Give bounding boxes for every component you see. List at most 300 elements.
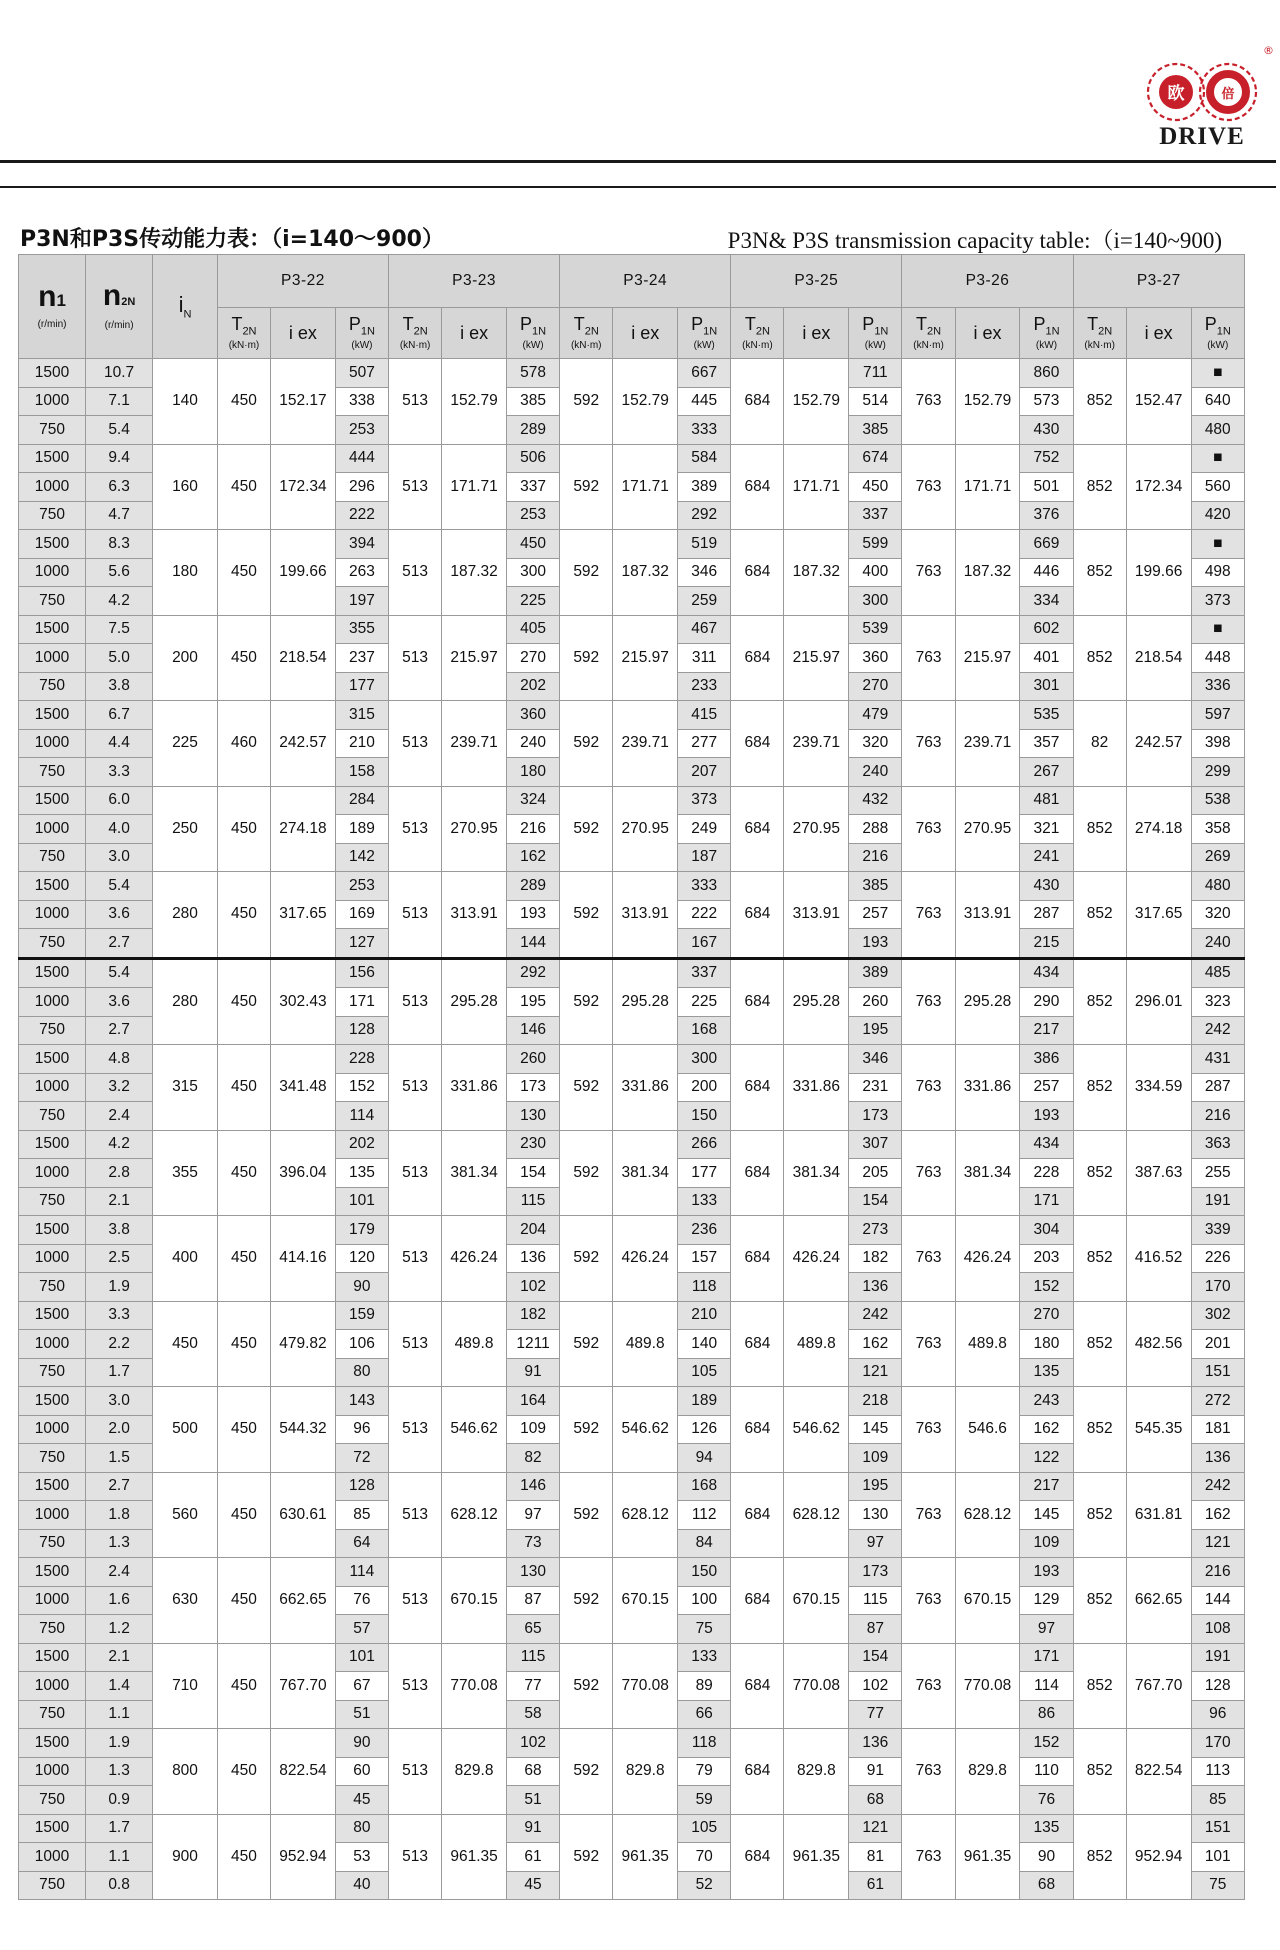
P1N-cell: 68 (1020, 1871, 1073, 1900)
P1N-cell: 300 (678, 1045, 731, 1074)
P1N-cell: 182 (506, 1301, 559, 1330)
iN-cell: 280 (153, 958, 218, 1045)
logo-cn-left: 欧 (1167, 84, 1185, 104)
n1-cell: 1000 (19, 473, 86, 502)
n1-cell: 1000 (19, 1073, 86, 1102)
iex-cell: 317.65 (1126, 872, 1191, 959)
P1N-cell: 171 (1020, 1643, 1073, 1672)
P1N-cell: 277 (678, 729, 731, 758)
P1N-cell: 292 (506, 958, 559, 988)
iex-cell: 242.57 (1126, 701, 1191, 787)
P1N-cell: 501 (1020, 473, 1073, 502)
n2N-cell: 1.7 (86, 1814, 153, 1843)
T2N-cell: 592 (560, 359, 613, 445)
T2N-cell: 763 (902, 1729, 955, 1815)
T2N-cell: 592 (560, 1472, 613, 1558)
iex-cell: 662.65 (1126, 1558, 1191, 1644)
iex-cell: 274.18 (271, 786, 336, 872)
P1N-cell: 129 (1020, 1586, 1073, 1615)
iex-cell: 239.71 (955, 701, 1020, 787)
iex-cell: 215.97 (784, 615, 849, 701)
n1-cell: 1500 (19, 444, 86, 473)
T2N-cell: 450 (217, 1301, 270, 1387)
P1N-cell: 77 (506, 1672, 559, 1701)
P1N-cell: 61 (849, 1871, 902, 1900)
T2N-cell: 592 (560, 1643, 613, 1729)
P1N-cell: 40 (335, 1871, 388, 1900)
n1-cell: 750 (19, 1358, 86, 1387)
T2N-cell: 513 (389, 1472, 442, 1558)
iex-cell: 829.8 (955, 1729, 1020, 1815)
iex-cell: 426.24 (613, 1216, 678, 1302)
P1N-cell: 80 (335, 1814, 388, 1843)
P1N-cell: 602 (1020, 615, 1073, 644)
table-row (19, 1814, 1245, 1843)
T2N-cell: 763 (902, 1472, 955, 1558)
T2N-cell: 592 (560, 530, 613, 616)
P1N-cell: 560 (1191, 473, 1244, 502)
iex-cell: 670.15 (784, 1558, 849, 1644)
P1N-cell: 180 (1020, 1330, 1073, 1359)
P1N-cell: 467 (678, 615, 731, 644)
iex-cell: 270.95 (613, 786, 678, 872)
T2N-cell: 592 (560, 1130, 613, 1216)
iN-cell: 450 (153, 1301, 218, 1387)
T2N-cell: 450 (217, 958, 270, 1045)
P1N-cell: 197 (335, 587, 388, 616)
P1N-cell: 162 (849, 1330, 902, 1359)
P1N-cell: 90 (1020, 1843, 1073, 1872)
P1N-cell: 70 (678, 1843, 731, 1872)
P1N-cell: 240 (849, 758, 902, 787)
n1-cell: 750 (19, 416, 86, 445)
iex-cell: 317.65 (271, 872, 336, 959)
iex-cell: 270.95 (955, 786, 1020, 872)
title-chinese: P3N和P3S传动能力表：（i=140～900） (20, 227, 444, 252)
P1N-cell: 320 (1191, 900, 1244, 929)
P1N-cell: 51 (506, 1786, 559, 1815)
header-p1n: $P_{1N}$ (kW) (849, 308, 902, 359)
iex-cell: 770.08 (613, 1643, 678, 1729)
P1N-cell: 241 (1020, 843, 1073, 872)
T2N-cell: 450 (217, 1472, 270, 1558)
P1N-cell: 674 (849, 444, 902, 473)
n1-cell: 1500 (19, 1130, 86, 1159)
P1N-cell: 81 (849, 1843, 902, 1872)
iN-cell: 200 (153, 615, 218, 701)
iex-cell: 313.91 (784, 872, 849, 959)
iex-cell: 546.62 (613, 1387, 678, 1473)
P1N-cell: 215 (1020, 929, 1073, 959)
P1N-cell: 173 (849, 1102, 902, 1131)
iex-cell: 489.8 (442, 1301, 507, 1387)
P1N-cell: 430 (1020, 416, 1073, 445)
header-t2n: $T_{2N}$ (kN·m) (389, 308, 442, 359)
n1-cell: 1500 (19, 530, 86, 559)
n1-cell: 1500 (19, 615, 86, 644)
logo-brand: DRIVE (1159, 123, 1245, 150)
P1N-cell: 75 (1191, 1871, 1244, 1900)
P1N-cell: 171 (335, 988, 388, 1017)
P1N-cell: ■ (1191, 615, 1244, 644)
T2N-cell: 684 (731, 1387, 784, 1473)
P1N-cell: 337 (849, 501, 902, 530)
T2N-cell: 450 (217, 1729, 270, 1815)
iN-cell: 180 (153, 530, 218, 616)
iex-cell: 662.65 (271, 1558, 336, 1644)
n1-cell: 750 (19, 587, 86, 616)
P1N-cell: 373 (678, 786, 731, 815)
P1N-cell: 253 (335, 872, 388, 901)
header-p1n: $P_{1N}$ (kW) (1020, 308, 1073, 359)
P1N-cell: 287 (1020, 900, 1073, 929)
P1N-cell: 60 (335, 1757, 388, 1786)
P1N-cell: 315 (335, 701, 388, 730)
P1N-cell: 76 (335, 1586, 388, 1615)
T2N-cell: 513 (389, 958, 442, 1045)
P1N-cell: 156 (335, 958, 388, 988)
T2N-cell: 592 (560, 615, 613, 701)
P1N-cell: 752 (1020, 444, 1073, 473)
header-t2n: $T_{2N}$ (kN·m) (560, 308, 613, 359)
P1N-cell: 162 (1020, 1415, 1073, 1444)
P1N-cell: 167 (678, 929, 731, 959)
iex-cell: 334.59 (1126, 1045, 1191, 1131)
T2N-cell: 450 (217, 1045, 270, 1131)
P1N-cell: 420 (1191, 501, 1244, 530)
P1N-cell: 101 (335, 1187, 388, 1216)
P1N-cell: 102 (506, 1273, 559, 1302)
P1N-cell: 249 (678, 815, 731, 844)
P1N-cell: 118 (678, 1273, 731, 1302)
P1N-cell: 150 (678, 1102, 731, 1131)
header-model: P3-24 (560, 255, 731, 308)
n1-cell: 750 (19, 1786, 86, 1815)
iex-cell: 274.18 (1126, 786, 1191, 872)
P1N-cell: 115 (506, 1187, 559, 1216)
P1N-cell: 434 (1020, 958, 1073, 988)
n2N-cell: 10.7 (86, 359, 153, 388)
T2N-cell: 684 (731, 1216, 784, 1302)
P1N-cell: 597 (1191, 701, 1244, 730)
table-row (19, 530, 1245, 559)
n2N-cell: 6.3 (86, 473, 153, 502)
P1N-cell: 302 (1191, 1301, 1244, 1330)
header-n2N: n2N (r/min) (86, 255, 153, 359)
P1N-cell: 136 (506, 1244, 559, 1273)
P1N-cell: 311 (678, 644, 731, 673)
P1N-cell: 444 (335, 444, 388, 473)
T2N-cell: 513 (389, 1643, 442, 1729)
P1N-cell: 114 (335, 1102, 388, 1131)
n2N-cell: 5.4 (86, 872, 153, 901)
T2N-cell: 450 (217, 359, 270, 445)
header-p1n: $P_{1N}$ (kW) (506, 308, 559, 359)
P1N-cell: 90 (335, 1273, 388, 1302)
n2N-cell: 1.5 (86, 1444, 153, 1473)
P1N-cell: 360 (506, 701, 559, 730)
T2N-cell: 592 (560, 1387, 613, 1473)
P1N-cell: 118 (678, 1729, 731, 1758)
iN-cell: 225 (153, 701, 218, 787)
iex-cell: 479.82 (271, 1301, 336, 1387)
n2N-cell: 5.0 (86, 644, 153, 673)
n2N-cell: 4.2 (86, 1130, 153, 1159)
iN-cell: 800 (153, 1729, 218, 1815)
iN-cell: 315 (153, 1045, 218, 1131)
T2N-cell: 592 (560, 1301, 613, 1387)
P1N-cell: 446 (1020, 558, 1073, 587)
P1N-cell: 667 (678, 359, 731, 388)
P1N-cell: 405 (506, 615, 559, 644)
P1N-cell: 191 (1191, 1643, 1244, 1672)
T2N-cell: 513 (389, 1216, 442, 1302)
n2N-cell: 2.7 (86, 929, 153, 959)
P1N-cell: 287 (1191, 1073, 1244, 1102)
P1N-cell: 333 (678, 416, 731, 445)
T2N-cell: 513 (389, 1045, 442, 1131)
P1N-cell: 193 (1020, 1102, 1073, 1131)
n2N-cell: 4.7 (86, 501, 153, 530)
iex-cell: 961.35 (613, 1814, 678, 1900)
P1N-cell: ■ (1191, 444, 1244, 473)
n1-cell: 1000 (19, 1159, 86, 1188)
n2N-cell: 3.6 (86, 988, 153, 1017)
P1N-cell: 96 (335, 1415, 388, 1444)
P1N-cell: 91 (849, 1757, 902, 1786)
header-t2n: $T_{2N}$ (kN·m) (217, 308, 270, 359)
n1-cell: 1000 (19, 1586, 86, 1615)
n2N-cell: 2.5 (86, 1244, 153, 1273)
T2N-cell: 763 (902, 444, 955, 530)
n2N-cell: 6.0 (86, 786, 153, 815)
iex-cell: 152.47 (1126, 359, 1191, 445)
P1N-cell: 270 (506, 644, 559, 673)
P1N-cell: 216 (1191, 1102, 1244, 1131)
header-iex: i ex (955, 308, 1020, 359)
n2N-cell: 2.7 (86, 1472, 153, 1501)
n1-cell: 1500 (19, 1814, 86, 1843)
n2N-cell: 3.6 (86, 900, 153, 929)
T2N-cell: 513 (389, 1130, 442, 1216)
P1N-cell: 130 (506, 1102, 559, 1131)
P1N-cell: 151 (1191, 1814, 1244, 1843)
n2N-cell: 5.4 (86, 416, 153, 445)
n2N-cell: 1.6 (86, 1586, 153, 1615)
iex-cell: 822.54 (271, 1729, 336, 1815)
P1N-cell: 200 (678, 1073, 731, 1102)
T2N-cell: 592 (560, 1216, 613, 1302)
iex-cell: 381.34 (442, 1130, 507, 1216)
T2N-cell: 852 (1073, 872, 1126, 959)
iex-cell: 296.01 (1126, 958, 1191, 1045)
iex-cell: 546.6 (955, 1387, 1020, 1473)
P1N-cell: 130 (849, 1501, 902, 1530)
T2N-cell: 684 (731, 1643, 784, 1729)
table-row (19, 1216, 1245, 1245)
n1-cell: 750 (19, 1529, 86, 1558)
P1N-cell: 51 (335, 1700, 388, 1729)
iex-cell: 426.24 (955, 1216, 1020, 1302)
P1N-cell: 171 (1020, 1187, 1073, 1216)
P1N-cell: 485 (1191, 958, 1244, 988)
n1-cell: 1500 (19, 1729, 86, 1758)
n1-cell: 1000 (19, 1672, 86, 1701)
P1N-cell: 152 (335, 1073, 388, 1102)
T2N-cell: 513 (389, 1558, 442, 1644)
P1N-cell: 130 (506, 1558, 559, 1587)
iN-cell: 560 (153, 1472, 218, 1558)
P1N-cell: 189 (335, 815, 388, 844)
P1N-cell: 102 (506, 1729, 559, 1758)
n2N-cell: 9.4 (86, 444, 153, 473)
P1N-cell: 324 (506, 786, 559, 815)
T2N-cell: 450 (217, 1643, 270, 1729)
P1N-cell: 401 (1020, 644, 1073, 673)
iN-cell: 355 (153, 1130, 218, 1216)
P1N-cell: 146 (506, 1016, 559, 1045)
P1N-cell: 225 (506, 587, 559, 616)
P1N-cell: 115 (849, 1586, 902, 1615)
P1N-cell: 77 (849, 1700, 902, 1729)
iex-cell: 670.15 (613, 1558, 678, 1644)
P1N-cell: 114 (335, 1558, 388, 1587)
iN-cell: 500 (153, 1387, 218, 1473)
n2N-cell: 1.3 (86, 1757, 153, 1786)
iex-cell: 215.97 (955, 615, 1020, 701)
T2N-cell: 763 (902, 1558, 955, 1644)
P1N-cell: 91 (506, 1358, 559, 1387)
iex-cell: 546.62 (784, 1387, 849, 1473)
P1N-cell: 336 (1191, 672, 1244, 701)
P1N-cell: 97 (1020, 1615, 1073, 1644)
P1N-cell: 87 (849, 1615, 902, 1644)
T2N-cell: 592 (560, 1045, 613, 1131)
iex-cell: 670.15 (955, 1558, 1020, 1644)
P1N-cell: 177 (678, 1159, 731, 1188)
n2N-cell: 1.8 (86, 1501, 153, 1530)
iex-cell: 172.34 (271, 444, 336, 530)
P1N-cell: 257 (1020, 1073, 1073, 1102)
P1N-cell: 711 (849, 359, 902, 388)
P1N-cell: 105 (678, 1814, 731, 1843)
n2N-cell: 1.9 (86, 1273, 153, 1302)
iex-cell: 426.24 (784, 1216, 849, 1302)
iex-cell: 628.12 (613, 1472, 678, 1558)
P1N-cell: 216 (506, 815, 559, 844)
P1N-cell: 145 (1020, 1501, 1073, 1530)
iex-cell: 489.8 (955, 1301, 1020, 1387)
table-row (19, 872, 1245, 901)
P1N-cell: 360 (849, 644, 902, 673)
n1-cell: 1500 (19, 872, 86, 901)
P1N-cell: 389 (849, 958, 902, 988)
iex-cell: 630.61 (271, 1472, 336, 1558)
n2N-cell: 2.1 (86, 1187, 153, 1216)
P1N-cell: 240 (1191, 929, 1244, 959)
P1N-cell: 506 (506, 444, 559, 473)
P1N-cell: 106 (335, 1330, 388, 1359)
T2N-cell: 684 (731, 1472, 784, 1558)
P1N-cell: 205 (849, 1159, 902, 1188)
T2N-cell: 684 (731, 1814, 784, 1900)
T2N-cell: 450 (217, 1558, 270, 1644)
P1N-cell: 150 (678, 1558, 731, 1587)
T2N-cell: 852 (1073, 1387, 1126, 1473)
iex-cell: 381.34 (955, 1130, 1020, 1216)
logo-cn-right: 倍 (1221, 87, 1235, 102)
header-iex: i ex (613, 308, 678, 359)
iex-cell: 171.71 (955, 444, 1020, 530)
n1-cell: 1000 (19, 1501, 86, 1530)
P1N-cell: 94 (678, 1444, 731, 1473)
iex-cell: 381.34 (613, 1130, 678, 1216)
iex-cell: 829.8 (613, 1729, 678, 1815)
company-logo (1130, 40, 1280, 155)
T2N-cell: 852 (1073, 1045, 1126, 1131)
n1-cell: 1500 (19, 958, 86, 988)
P1N-cell: 52 (678, 1871, 731, 1900)
header-rule-top (0, 160, 1276, 163)
T2N-cell: 450 (217, 1130, 270, 1216)
T2N-cell: 684 (731, 444, 784, 530)
P1N-cell: 143 (335, 1387, 388, 1416)
P1N-cell: 259 (678, 587, 731, 616)
P1N-cell: 85 (1191, 1786, 1244, 1815)
n1-cell: 1000 (19, 1843, 86, 1872)
n2N-cell: 4.0 (86, 815, 153, 844)
P1N-cell: 120 (335, 1244, 388, 1273)
P1N-cell: 415 (678, 701, 731, 730)
P1N-cell: 75 (678, 1615, 731, 1644)
P1N-cell: 445 (678, 387, 731, 416)
iex-cell: 199.66 (1126, 530, 1191, 616)
table-row (19, 1729, 1245, 1758)
P1N-cell: 110 (1020, 1757, 1073, 1786)
P1N-cell: 202 (335, 1130, 388, 1159)
P1N-cell: 90 (335, 1729, 388, 1758)
iex-cell: 172.34 (1126, 444, 1191, 530)
P1N-cell: 177 (335, 672, 388, 701)
P1N-cell: 398 (1191, 729, 1244, 758)
iex-cell: 631.81 (1126, 1472, 1191, 1558)
n1-cell: 1000 (19, 1415, 86, 1444)
n1-cell: 1000 (19, 1330, 86, 1359)
P1N-cell: 151 (1191, 1358, 1244, 1387)
header-iex: i ex (784, 308, 849, 359)
n2N-cell: 3.0 (86, 1387, 153, 1416)
P1N-cell: 85 (335, 1501, 388, 1530)
iex-cell: 239.71 (442, 701, 507, 787)
P1N-cell: 243 (1020, 1387, 1073, 1416)
P1N-cell: 142 (335, 843, 388, 872)
P1N-cell: 80 (335, 1358, 388, 1387)
table-row (19, 958, 1245, 988)
table-row (19, 1130, 1245, 1159)
header-p1n: $P_{1N}$ (kW) (1191, 308, 1244, 359)
n2N-cell: 0.8 (86, 1871, 153, 1900)
T2N-cell: 592 (560, 1729, 613, 1815)
T2N-cell: 763 (902, 701, 955, 787)
T2N-cell: 513 (389, 1814, 442, 1900)
n2N-cell: 1.1 (86, 1843, 153, 1872)
P1N-cell: 640 (1191, 387, 1244, 416)
n1-cell: 750 (19, 1615, 86, 1644)
n2N-cell: 2.1 (86, 1643, 153, 1672)
P1N-cell: 266 (678, 1130, 731, 1159)
P1N-cell: 84 (678, 1529, 731, 1558)
n2N-cell: 7.1 (86, 387, 153, 416)
